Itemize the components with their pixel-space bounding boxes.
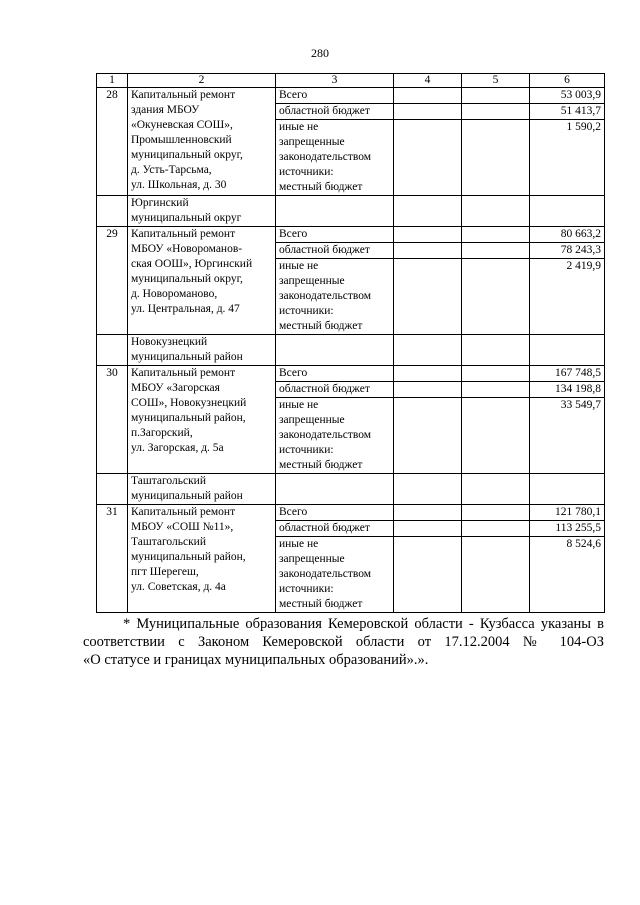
source-line: запрещенные xyxy=(279,275,345,287)
empty-cell xyxy=(462,474,530,505)
header-col-2: 2 xyxy=(128,74,276,88)
empty-cell xyxy=(462,382,530,398)
empty-cell xyxy=(394,382,462,398)
value-regional: 51 413,7 xyxy=(530,104,605,120)
empty-cell xyxy=(394,88,462,104)
empty-cell xyxy=(394,335,462,366)
name-line: МБОУ «Новороманов- xyxy=(131,243,243,255)
empty-cell xyxy=(394,366,462,382)
section-title xyxy=(128,335,276,366)
empty-cell xyxy=(462,227,530,243)
empty-cell xyxy=(97,474,128,505)
section-line: Новокузнецкий xyxy=(131,336,208,348)
row-number: 28 xyxy=(97,88,128,196)
section-title xyxy=(128,196,276,227)
source-line: законодательством xyxy=(279,151,372,163)
object-name xyxy=(128,227,276,335)
value-total: 167 748,5 xyxy=(530,366,605,382)
source-total: Всего xyxy=(276,366,394,382)
table-row xyxy=(97,505,605,521)
source-other xyxy=(276,398,394,474)
empty-cell xyxy=(394,537,462,613)
empty-cell xyxy=(530,474,605,505)
name-line: д. Усть-Тарсьма, xyxy=(131,164,212,176)
name-line: МБОУ «СОШ №11», xyxy=(131,521,234,533)
section-title xyxy=(128,474,276,505)
object-name xyxy=(128,88,276,196)
name-line: Промышленновский xyxy=(131,134,232,146)
source-total: Всего xyxy=(276,88,394,104)
empty-cell xyxy=(462,104,530,120)
name-line: пгт Шерегеш, xyxy=(131,566,199,578)
empty-cell xyxy=(530,196,605,227)
source-line: источники: xyxy=(279,583,334,595)
object-name xyxy=(128,505,276,613)
empty-cell xyxy=(462,505,530,521)
source-regional: областной бюджет xyxy=(276,382,394,398)
footnote-line: «О статусе и границах муниципальных образований».». xyxy=(83,652,429,668)
name-line: Капитальный ремонт xyxy=(131,506,236,518)
value-local: 1 590,2 xyxy=(530,120,605,196)
source-line: законодательством xyxy=(279,568,372,580)
footnote-line: * Муниципальные образования Кемеровской области - Кузбасса указаны в xyxy=(123,616,604,632)
source-regional: областной бюджет xyxy=(276,521,394,537)
empty-cell xyxy=(276,196,394,227)
empty-cell xyxy=(462,366,530,382)
empty-cell xyxy=(462,120,530,196)
value-total: 80 663,2 xyxy=(530,227,605,243)
value-local: 2 419,9 xyxy=(530,259,605,335)
name-line: «Окуневская СОШ», xyxy=(131,119,233,131)
table-row xyxy=(97,366,605,382)
empty-cell xyxy=(394,120,462,196)
source-line: запрещенные xyxy=(279,553,345,565)
empty-cell xyxy=(394,474,462,505)
section-row xyxy=(97,196,605,227)
source-line: законодательством xyxy=(279,429,372,441)
empty-cell xyxy=(394,227,462,243)
value-regional: 113 255,5 xyxy=(530,521,605,537)
value-regional: 134 198,8 xyxy=(530,382,605,398)
name-line: ул. Центральная, д. 47 xyxy=(131,303,240,315)
source-line: источники: xyxy=(279,166,334,178)
source-line: местный бюджет xyxy=(279,320,363,332)
empty-cell xyxy=(276,474,394,505)
source-line: запрещенные xyxy=(279,136,345,148)
source-line: запрещенные xyxy=(279,414,345,426)
empty-cell xyxy=(394,259,462,335)
header-col-1: 1 xyxy=(97,74,128,88)
footnote xyxy=(83,615,604,669)
value-total: 53 003,9 xyxy=(530,88,605,104)
name-line: д. Новороманово, xyxy=(131,288,218,300)
name-line: СОШ», Новокузнецкий xyxy=(131,397,247,409)
source-line: иные не xyxy=(279,121,319,133)
table-row xyxy=(97,88,605,104)
empty-cell xyxy=(462,398,530,474)
name-line: здания МБОУ xyxy=(131,104,200,116)
source-line: местный бюджет xyxy=(279,459,363,471)
source-line: источники: xyxy=(279,444,334,456)
empty-cell xyxy=(462,196,530,227)
section-row xyxy=(97,335,605,366)
source-line: иные не xyxy=(279,399,319,411)
name-line: ул. Школьная, д. 30 xyxy=(131,179,227,191)
source-total: Всего xyxy=(276,227,394,243)
source-other xyxy=(276,259,394,335)
table-row xyxy=(97,227,605,243)
section-row xyxy=(97,474,605,505)
footnote-line: соответствии с Законом Кемеровской области от 17.12.2004 № 104-ОЗ xyxy=(83,634,604,650)
page-number: 280 xyxy=(311,46,329,60)
source-line: иные не xyxy=(279,260,319,272)
section-line: Юргинский xyxy=(131,197,189,209)
name-line: ул. Советская, д. 4а xyxy=(131,581,226,593)
program-table xyxy=(96,73,605,613)
section-line: муниципальный район xyxy=(131,351,243,363)
empty-cell xyxy=(276,335,394,366)
section-line: Таштагольский xyxy=(131,475,206,487)
source-other xyxy=(276,537,394,613)
empty-cell xyxy=(394,521,462,537)
row-number: 29 xyxy=(97,227,128,335)
source-regional: областной бюджет xyxy=(276,104,394,120)
source-line: законодательством xyxy=(279,290,372,302)
section-line: муниципальный округ xyxy=(131,212,242,224)
name-line: муниципальный район, xyxy=(131,412,246,424)
empty-cell xyxy=(462,88,530,104)
source-total: Всего xyxy=(276,505,394,521)
name-line: муниципальный округ, xyxy=(131,149,243,161)
name-line: Таштагольский xyxy=(131,536,206,548)
source-line: источники: xyxy=(279,305,334,317)
empty-cell xyxy=(394,196,462,227)
empty-cell xyxy=(462,243,530,259)
section-line: муниципальный район xyxy=(131,490,243,502)
header-col-3: 3 xyxy=(276,74,394,88)
empty-cell xyxy=(394,104,462,120)
name-line: Капитальный ремонт xyxy=(131,89,236,101)
empty-cell xyxy=(462,521,530,537)
source-line: местный бюджет xyxy=(279,598,363,610)
source-regional: областной бюджет xyxy=(276,243,394,259)
value-local: 8 524,6 xyxy=(530,537,605,613)
empty-cell xyxy=(462,335,530,366)
value-total: 121 780,1 xyxy=(530,505,605,521)
source-line: местный бюджет xyxy=(279,181,363,193)
name-line: МБОУ «Загорская xyxy=(131,382,220,394)
header-col-5: 5 xyxy=(462,74,530,88)
row-number: 31 xyxy=(97,505,128,613)
empty-cell xyxy=(462,537,530,613)
empty-cell xyxy=(394,505,462,521)
name-line: ул. Загорская, д. 5а xyxy=(131,442,224,454)
source-other xyxy=(276,120,394,196)
source-line: иные не xyxy=(279,538,319,550)
name-line: муниципальный район, xyxy=(131,551,246,563)
value-regional: 78 243,3 xyxy=(530,243,605,259)
object-name xyxy=(128,366,276,474)
table-header-row xyxy=(97,74,605,88)
header-col-6: 6 xyxy=(530,74,605,88)
row-number: 30 xyxy=(97,366,128,474)
empty-cell xyxy=(97,335,128,366)
empty-cell xyxy=(394,398,462,474)
empty-cell xyxy=(97,196,128,227)
empty-cell xyxy=(394,243,462,259)
empty-cell xyxy=(530,335,605,366)
name-line: Капитальный ремонт xyxy=(131,228,236,240)
name-line: Капитальный ремонт xyxy=(131,367,236,379)
name-line: ская ООШ», Юргинский xyxy=(131,258,253,270)
header-col-4: 4 xyxy=(394,74,462,88)
name-line: п.Загорский, xyxy=(131,427,193,439)
value-local: 33 549,7 xyxy=(530,398,605,474)
name-line: муниципальный округ, xyxy=(131,273,243,285)
empty-cell xyxy=(462,259,530,335)
